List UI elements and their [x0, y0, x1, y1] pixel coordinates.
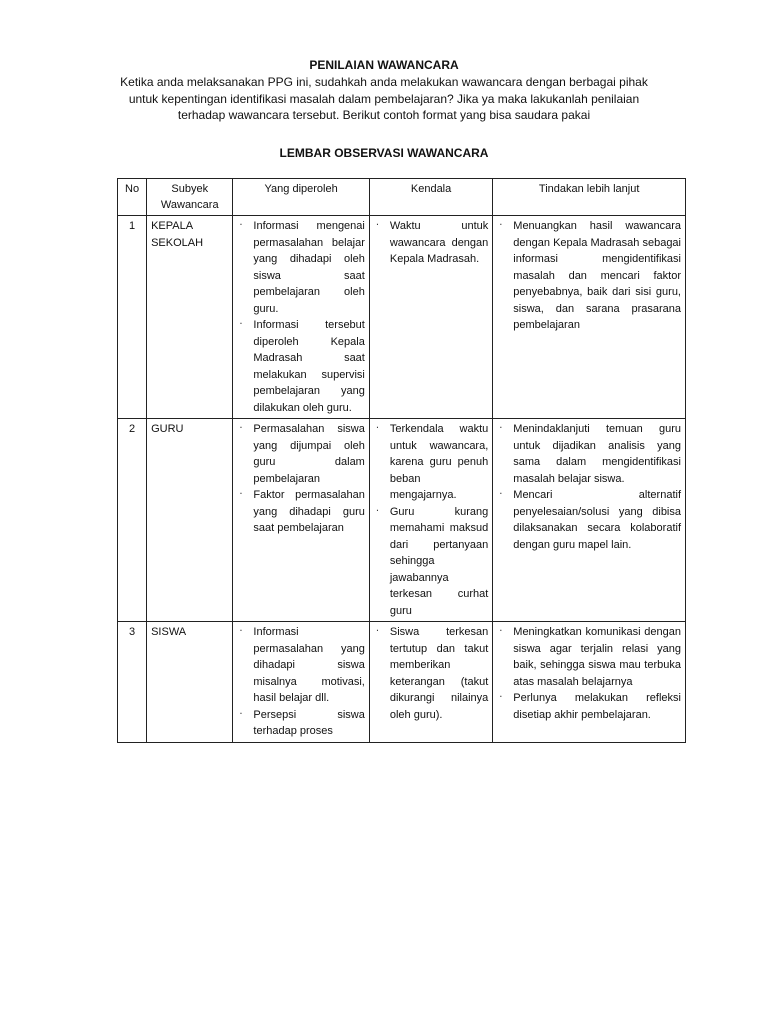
row-tindakan [493, 216, 686, 419]
table-row [118, 216, 686, 419]
intro-line: Ketika anda melaksanakan PPG ini, sudahkah anda melakukan wawancara dengan berbagai pihak [120, 75, 648, 89]
row-yang-diperoleh [233, 216, 369, 419]
row-kendala [369, 622, 492, 743]
list-item: ‧ Permasalahan siswa yang dijumpai oleh guru dalam pembelajaran [237, 421, 364, 487]
list-item: ‧ Perlunya melakukan refleksi disetiap akhir pembelajaran. [497, 690, 681, 723]
list-item: ‧ Terkendala waktu untuk wawancara, karena guru penuh beban mengajarnya. [374, 421, 488, 504]
row-subyek [147, 419, 233, 622]
list-item: ‧ Menuangkan hasil wawancara dengan Kepala Madrasah sebagai informasi mengidentifikasi masalah dan mencari faktor penyebabnya, baik dari sisi guru, siswa, dan sarana prasarana pembelajaran [497, 218, 681, 334]
subyek-line: GURU [151, 423, 184, 435]
list-item: ‧ Informasi tersebut diperoleh Kepala Madrasah saat melakukan supervisi pembelajaran yang dilakukan oleh guru. [237, 317, 364, 416]
row-number: 3 [118, 622, 147, 743]
list-item: ‧ Meningkatkan komunikasi dengan siswa agar terjalin relasi yang baik, sehingga siswa mau terbuka atas masalah belajarnya [497, 624, 681, 690]
list-item: ‧ Mencari alternatif penyelesaian/solusi yang dibisa dilaksanakan secara kolaboratif dengan guru mapel lain. [497, 487, 681, 553]
header-subyek-line: Subyek [171, 183, 209, 195]
row-subyek [147, 622, 233, 743]
row-yang-diperoleh [233, 419, 369, 622]
row-subyek [147, 216, 233, 419]
subyek-line: KEPALA [151, 220, 194, 232]
subyek-line: SISWA [151, 626, 187, 638]
row-number: 1 [118, 216, 147, 419]
table-row [118, 622, 686, 743]
list-item: ‧ Informasi mengenai permasalahan belajar yang dihadapi oleh siswa saat pembelajaran oleh guru. [237, 218, 364, 317]
header-kendala: Kendala [369, 179, 492, 216]
row-kendala [369, 419, 492, 622]
list-item: ‧ Waktu untuk wawancara dengan Kepala Madrasah. [374, 218, 488, 268]
list-item: ‧ Persepsi siswa terhadap proses [237, 707, 364, 740]
intro-line: untuk kepentingan identifikasi masalah dalam pembelajaran? Jika ya maka lakukanlah penilaian [128, 91, 640, 106]
list-item: ‧ Siswa terkesan tertutup dan takut memberikan keterangan (takut dikurangi nilainya oleh guru). [374, 624, 488, 723]
row-kendala [369, 216, 492, 419]
header-tindakan: Tindakan lebih lanjut [493, 179, 686, 216]
document-title: PENILAIAN WAWANCARA [309, 58, 459, 72]
row-yang-diperoleh [233, 622, 369, 743]
observation-table [117, 178, 686, 743]
row-tindakan [493, 419, 686, 622]
intro-paragraph [110, 74, 658, 124]
list-item: ‧ Menindaklanjuti temuan guru untuk dijadikan analisis yang sama dalam mengidentifikasi masalah belajar siswa. [497, 421, 681, 487]
subyek-line: SEKOLAH [151, 236, 204, 249]
header-subyek-line: Wawancara [160, 199, 219, 211]
list-item: ‧ Informasi permasalahan yang dihadapi siswa misalnya motivasi, hasil belajar dll. [237, 624, 364, 707]
row-tindakan [493, 622, 686, 743]
row-number: 2 [118, 419, 147, 622]
intro-line: terhadap wawancara tersebut. Berikut contoh format yang bisa saudara pakai [177, 108, 591, 122]
header-subyek [147, 179, 233, 216]
header-yang-diperoleh: Yang diperoleh [233, 179, 369, 216]
table-row [118, 419, 686, 622]
list-item: ‧ Guru kurang memahami maksud dari pertanyaan sehingga jawabannya terkesan curhat guru [374, 504, 488, 620]
list-item: ‧ Faktor permasalahan yang dihadapi guru saat pembelajaran [237, 487, 364, 537]
header-no: No [118, 179, 147, 216]
table-title: LEMBAR OBSERVASI WAWANCARA [279, 146, 489, 160]
table-header-row [118, 179, 686, 216]
